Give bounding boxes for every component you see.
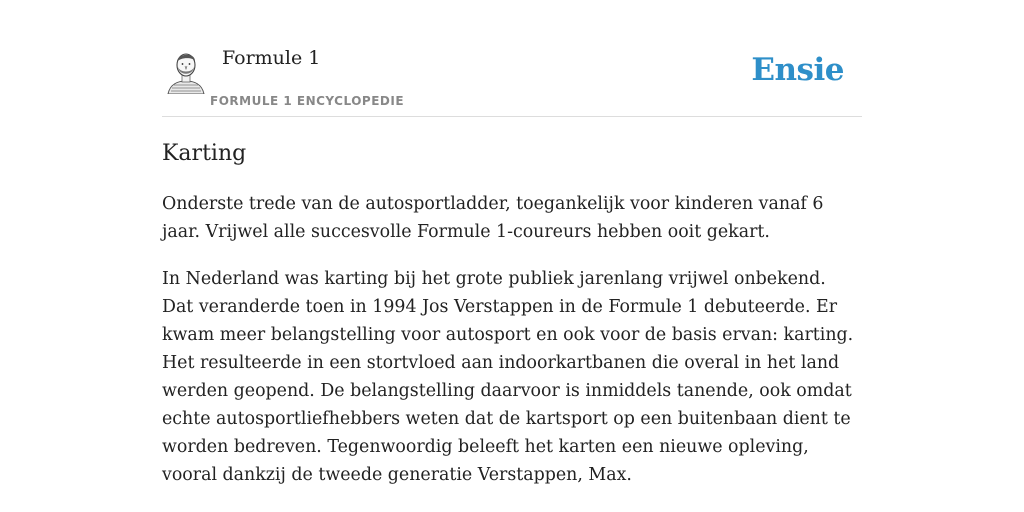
article-title: Karting — [162, 141, 247, 166]
article-paragraph: Onderste trede van de autosportladder, toegankelijk voor kinderen vanaf 6 jaar. Vrijwel alle succesvolle Formule 1-coureurs hebben ooit gekart. — [162, 194, 824, 242]
site-title[interactable]: Formule 1 — [222, 47, 321, 69]
article-paragraph: In Nederland was karting bij het grote publiek jarenlang vrijwel onbekend. Dat veranderde toen in 1994 Jos Verstappen in de Formule 1 debuteerde. Er kwam meer belangstelling voor autosport en ook voor de basis ervan: karting. Het resulteerde in een stortvloed aan indoorkartbanen die overal in het land werden geopend. De belangstelling daarvoor is inmiddels tanende, ook omdat echte autosportliefhebbers weten dat de kartsport op een buitenbaan dient te worden bedreven. Tegenwoordig beleeft het karten een nieuwe opleving, vooral dankzij de tweede generatie Verstappen, Max. — [162, 269, 854, 485]
article — [162, 138, 862, 489]
site-header — [162, 40, 862, 117]
brand-logo[interactable]: Ensie — [751, 52, 844, 88]
author-avatar-icon[interactable] — [164, 48, 208, 94]
site-subtitle: FORMULE 1 ENCYCLOPEDIE — [210, 94, 405, 108]
